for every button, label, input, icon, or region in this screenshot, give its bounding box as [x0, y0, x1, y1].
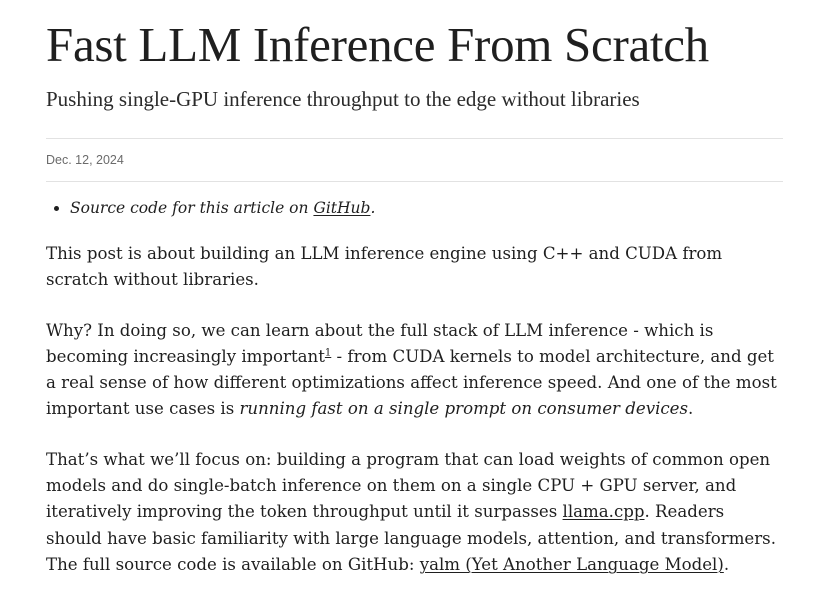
github-link[interactable]: GitHub	[313, 199, 371, 217]
article	[46, 0, 783, 578]
source-note-item	[70, 197, 783, 219]
footnote-ref-link[interactable]: 1	[324, 347, 332, 359]
paragraph-intro: This post is about building an LLM inference engine using C++ and CUDA from scratch without libraries.	[46, 244, 723, 290]
paragraph-focus-text-b: . Readers should have basic familiarity with large language models, attention, and transformers. The full source code is available on GitHub:	[46, 502, 776, 574]
article-title: Fast LLM Inference From Scratch	[46, 17, 709, 72]
source-note-prefix: Source code for this article on	[70, 199, 314, 217]
paragraph-why	[46, 318, 783, 423]
paragraph-why-text-c: .	[688, 399, 694, 419]
paragraph-focus-text-c: .	[723, 554, 730, 574]
publish-date: Dec. 12, 2024	[46, 153, 124, 167]
paragraph-focus-text-a: That’s what we’ll focus on: building a program that can load weights of common open models and do single-batch inference on them on a single CPU + GPU server, and iteratively improving the token throughput until it surpasses	[46, 449, 771, 522]
divider-bottom	[46, 181, 783, 182]
divider-top	[46, 138, 783, 139]
source-note-list	[46, 197, 783, 219]
paragraph-why-text-b: - from CUDA kernels to model architecture, and get a real sense of how different optimizations affect inference speed. And one of the most important use cases is	[46, 346, 777, 419]
paragraph-focus	[46, 447, 783, 578]
paragraph-why-emphasis: running fast on a single prompt on consumer devices	[239, 399, 689, 419]
llama-cpp-link[interactable]: llama.cpp	[562, 502, 645, 522]
paragraph-why-text-a: Why? In doing so, we can learn about the full stack of LLM inference - which is becoming increasingly important	[46, 320, 714, 366]
article-subtitle: Pushing single-GPU inference throughput to the edge without libraries	[46, 87, 640, 111]
yalm-link[interactable]: yalm (Yet Another Language Model)	[419, 554, 724, 574]
source-note-suffix: .	[370, 199, 376, 217]
